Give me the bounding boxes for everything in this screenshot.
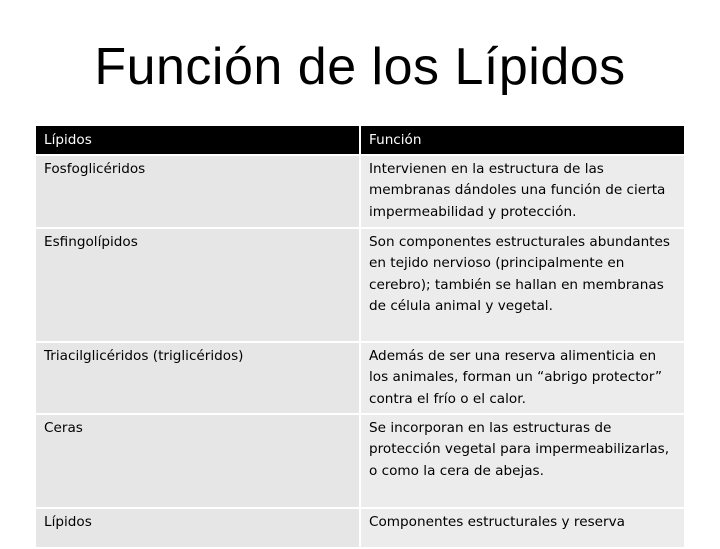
table-header xyxy=(36,126,684,156)
lipid-function-cell: Son componentes estructurales abundantes en tejido nervioso (principalmente en cerebro); también se hallan en membranas de célula animal y vegetal. xyxy=(359,229,684,343)
lipid-name-cell: Fosfoglicéridos xyxy=(36,156,359,229)
header-lipid-type: Lípidos xyxy=(36,126,359,156)
table-row xyxy=(36,229,684,343)
slide-title: Función de los Lípidos xyxy=(94,38,626,96)
lipid-function-cell: Intervienen en la estructura de las membranas dándoles una función de cierta impermeabilidad y protección. xyxy=(359,156,684,229)
lipid-name-cell: Triacilglicéridos (triglicéridos) xyxy=(36,343,359,415)
table-row xyxy=(36,156,684,229)
table-body xyxy=(36,156,684,549)
lipid-name-cell: Ceras xyxy=(36,415,359,509)
lipid-function-cell: Se incorporan en las estructuras de protección vegetal para impermeabilizarlas, o como la cera de abejas. xyxy=(359,415,684,509)
header-row xyxy=(36,126,684,156)
lipid-function-cell: Componentes estructurales y reserva xyxy=(359,509,684,549)
table-row xyxy=(36,343,684,415)
lipid-function-table xyxy=(36,126,684,549)
lipid-name-cell: Esfingolípidos xyxy=(36,229,359,343)
table-row xyxy=(36,415,684,509)
header-function: Función xyxy=(359,126,684,156)
lipid-name-cell: Lípidos xyxy=(36,509,359,549)
table-row xyxy=(36,509,684,549)
lipid-function-cell: Además de ser una reserva alimenticia en los animales, forman un “abrigo protector” contra el frío o el calor. xyxy=(359,343,684,415)
